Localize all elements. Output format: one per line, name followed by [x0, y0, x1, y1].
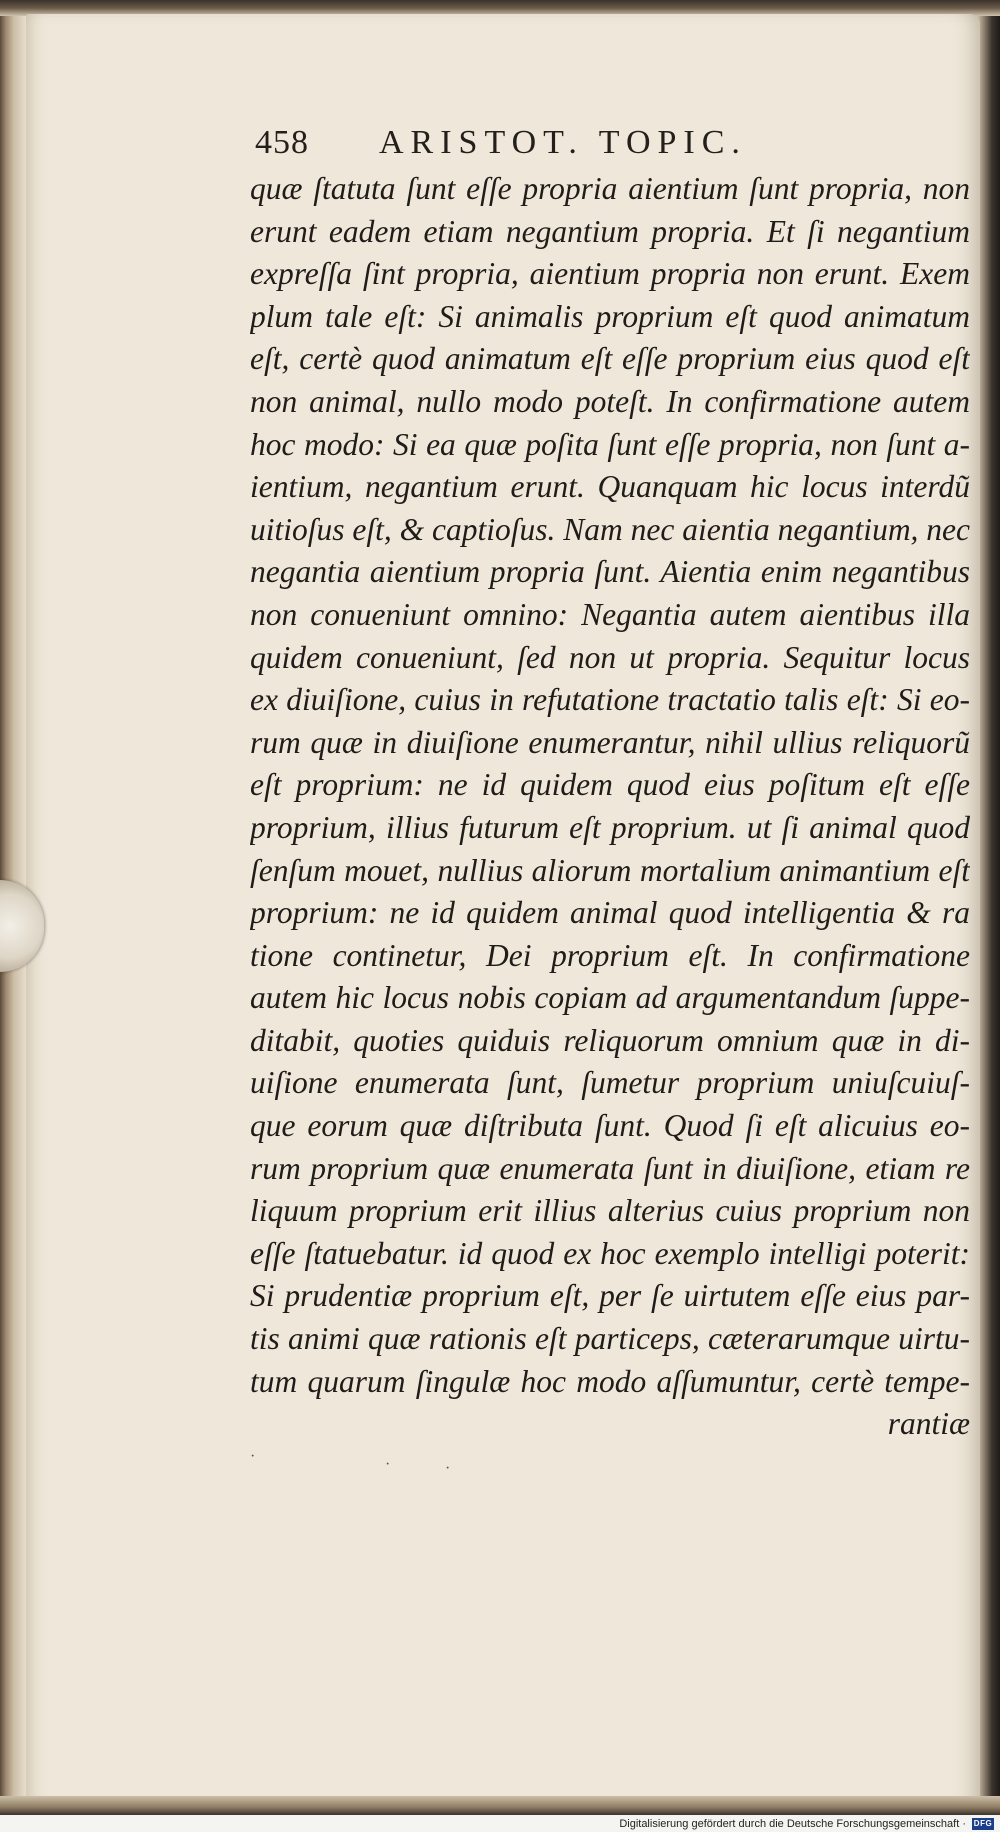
- digitization-footer: [0, 1815, 1000, 1832]
- text-line: erunt eadem etiam negantium propria. Et ſi negantium: [250, 213, 970, 249]
- book-bottom-edge: [0, 1796, 1000, 1815]
- text-line: negantia aientium propria ſunt. Aientia enim negantibus: [250, 554, 970, 590]
- text-line: plum tale eſt: Si animalis proprium eſt quod animatum: [250, 298, 970, 334]
- ink-speck: ·: [445, 1460, 451, 1477]
- text-line: tione continetur, Dei proprium eſt. In confirmatione: [250, 937, 970, 973]
- text-line: liquum proprium erit illius alterius cuius proprium non: [250, 1193, 970, 1229]
- page-header: [255, 124, 870, 168]
- text-line: proprium: ne id quidem animal quod intelligentia & ra: [250, 895, 970, 931]
- text-line: tis animi quæ rationis eſt particeps, cæterarumque uirtu-: [250, 1321, 970, 1357]
- dfg-logo: DFG: [973, 1819, 993, 1828]
- footer-credit: Digitalisierung gefördert durch die Deutsche Forschungsgemeinschaft ·: [619, 1817, 966, 1830]
- text-line: uiſione enumerata ſunt, ſumetur proprium uniuſcuiuſ-: [250, 1065, 970, 1101]
- catchword: rantiæ: [887, 1406, 970, 1442]
- text-line: ditabit, quoties quiduis reliquorum omnium quæ in di-: [250, 1022, 970, 1058]
- running-head: ARISTOT. TOPIC.: [379, 124, 747, 161]
- text-line: hoc modo: Si ea quæ poſita ſunt eſſe propria, non ſunt a-: [250, 426, 970, 462]
- text-line: ſenſum mouet, nullius aliorum mortalium animantium eſt: [250, 852, 970, 888]
- text-line: non animal, nullo modo poteſt. In confirmatione autem: [250, 383, 970, 419]
- text-line: quæ ſtatuta ſunt eſſe propria aientium ſunt propria, non: [250, 171, 970, 206]
- text-line: quidem conueniunt, ſed non ut propria. Sequitur locus: [250, 639, 970, 675]
- text-line: tum quarum ſingulæ hoc modo aſſumuntur, certè tempe-: [250, 1363, 970, 1399]
- ink-speck: ·: [385, 1456, 391, 1473]
- page-number: 458: [255, 124, 309, 161]
- text-line: rum quæ in diuiſione enumerantur, nihil ullius reliquorũ: [250, 724, 970, 760]
- text-line: ex diuiſione, cuius in refutatione tractatio talis eſt: Si eo-: [250, 682, 970, 718]
- text-line: uitioſus eſt, & captioſus. Nam nec aientia negantium, nec: [250, 511, 970, 547]
- text-line: eſt proprium: ne id quidem quod eius poſitum eſt eſſe: [250, 767, 970, 803]
- text-line: ientium, negantium erunt. Quanquam hic locus interdũ: [250, 469, 970, 505]
- text-line: autem hic locus nobis copiam ad argumentandum ſuppe-: [250, 980, 970, 1016]
- text-line: que eorum quæ diſtributa ſunt. Quod ſi eſt alicuius eo-: [250, 1108, 970, 1144]
- ink-speck: ·: [250, 1448, 256, 1465]
- text-line: eſſe ſtatuebatur. id quod ex hoc exemplo intelligi poterit:: [250, 1235, 970, 1271]
- text-line: non conueniunt omnino: Negantia autem aientibus illa: [250, 596, 970, 632]
- text-line: proprium, illius futurum eſt proprium. ut ſi animal quod: [250, 809, 970, 845]
- text-line: Si prudentiæ proprium eſt, per ſe uirtutem eſſe eius par-: [250, 1278, 970, 1314]
- body-text: [250, 168, 970, 1446]
- text-line: rum proprium quæ enumerata ſunt in diuiſione, etiam re: [250, 1150, 970, 1186]
- text-line: eſt, certè quod animatum eſt eſſe proprium eius quod eſt: [250, 341, 970, 377]
- text-line: expreſſa ſint propria, aientium propria non erunt. Exem: [250, 256, 970, 292]
